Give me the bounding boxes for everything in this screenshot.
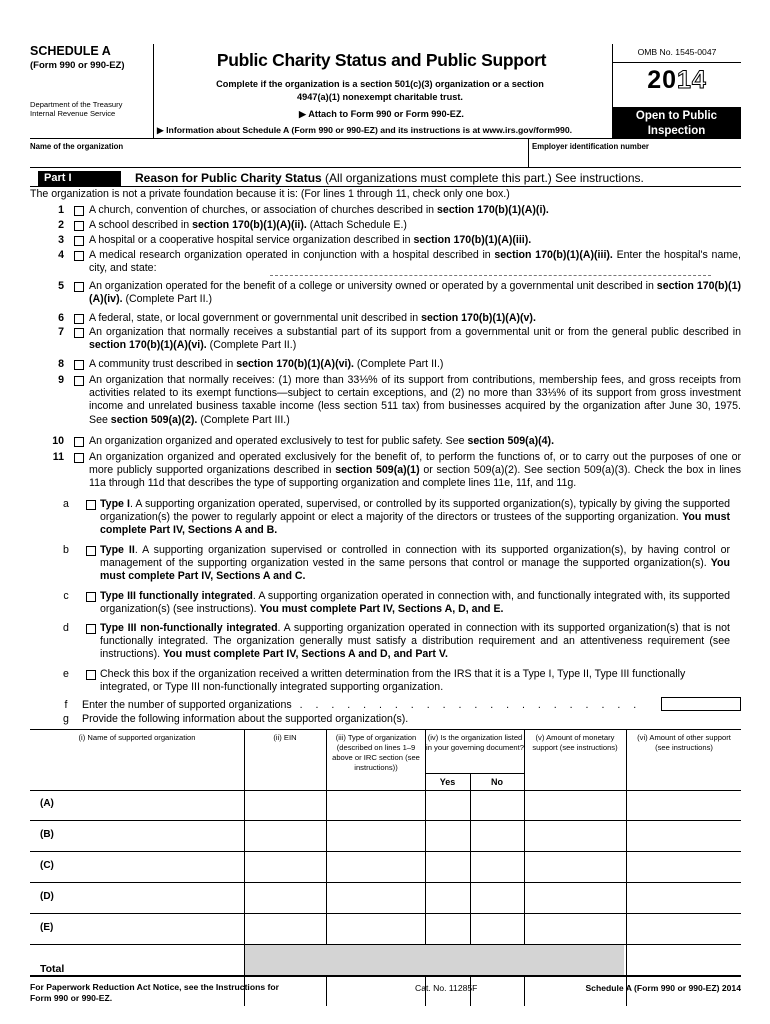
header-divider-right	[612, 44, 613, 108]
footer-form-id: Schedule A (Form 990 or 990-EZ) 2014	[585, 983, 741, 993]
line-11g	[30, 713, 741, 727]
line-9	[30, 374, 741, 428]
line-11a-letter: a	[63, 498, 69, 510]
open-line-1: Open to Public	[635, 110, 718, 122]
line-11b-text: Type II. A supporting organization supervised or controlled in connection with its supported organization(s), by having control or management of the supporting organization vested in the same persons that control or manage the supported organization(s). You must complete Part IV, Sections A and C.	[100, 544, 730, 583]
dept-line-1: Department of the Treasury	[30, 100, 123, 109]
form-reference: (Form 990 or 990-EZ)	[30, 60, 125, 71]
open-to-public-badge	[612, 107, 741, 139]
line-3-text: A hospital or a cooperative hospital service organization described in section 170(b)(1)(A)(iii).	[89, 234, 532, 246]
catalog-number: Cat. No. 11285F	[415, 983, 478, 993]
dept-line-2: Internal Revenue Service	[30, 109, 116, 118]
line-1	[30, 204, 741, 218]
line-8-text: A community trust described in section 170(b)(1)(A)(vi). (Complete Part II.)	[89, 358, 444, 370]
col-governing-header: (iv) Is the organization listed in your governing document?	[426, 733, 524, 752]
line-11e-letter: e	[63, 668, 69, 680]
schedule-header-left	[30, 44, 153, 118]
line-7	[30, 326, 741, 354]
info-instruction: ▶ Information about Schedule A (Form 990 or 990-EZ) and its instructions is at www.irs.gov/form990.	[157, 125, 573, 135]
attach-instruction: ▶ Attach to Form 990 or Form 990-EZ.	[299, 109, 464, 119]
line-11d	[30, 622, 741, 664]
year-prefix: 20	[647, 66, 677, 94]
col-ein-header: (ii) EIN	[273, 733, 297, 742]
line-5	[30, 280, 741, 308]
line-8-checkbox[interactable]	[74, 360, 84, 370]
part1-label: Part I	[38, 171, 121, 186]
line-9-checkbox[interactable]	[74, 376, 84, 386]
table-total-label: Total	[40, 963, 65, 975]
schedule-label: SCHEDULE A	[30, 44, 111, 58]
form-title: Public Charity Status and Public Support	[216, 50, 547, 70]
line-7-number: 7	[58, 326, 64, 338]
line-11d-letter: d	[63, 622, 69, 634]
name-ein-divider	[528, 138, 529, 167]
line-9-text: An organization that normally receives: (1) more than 33⅓% of its support from contributions, membership fees, and gross receipts from activities related to its exempt functions—subject to certain exceptions, and (2) no more than 33⅓% of its support from gross investment income and unrelated business taxable income (less section 511 tax) from businesses acquired by the organization after June 30, 1975. See section 509(a)(2). (Complete Part III.)	[89, 374, 741, 426]
table-bottom-rule	[30, 975, 741, 977]
line-11c-text: Type III functionally integrated. A supporting organization operated in connection with, and functionally integrated with, its supported organization(s) (see instructions). You must complete Part IV, Sections A, D, and E.	[100, 590, 730, 616]
line-1-text: A church, convention of churches, or association of churches described in section 170(b)(1)(A)(i).	[89, 204, 549, 216]
table-row-c-label: (C)	[40, 860, 54, 871]
line-11d-checkbox[interactable]	[86, 624, 96, 634]
omb-number: OMB No. 1545-0047	[637, 47, 717, 57]
line-11c-letter: c	[63, 590, 69, 602]
line-3-checkbox[interactable]	[74, 236, 84, 246]
tax-year	[614, 66, 740, 95]
line-8	[30, 358, 741, 372]
part1-header	[30, 171, 741, 186]
ein-label: Employer identification number	[532, 142, 649, 151]
line-8-number: 8	[58, 358, 64, 370]
department-label	[30, 100, 153, 118]
line-9-number: 9	[58, 374, 64, 386]
supported-orgs-count-input[interactable]	[661, 697, 741, 711]
line-2-number: 2	[58, 219, 64, 231]
line-3	[30, 234, 741, 248]
line-2-checkbox[interactable]	[74, 221, 84, 231]
line-10-text: An organization organized and operated exclusively to test for public safety. See section 509(a)(4).	[89, 435, 555, 447]
form-subtitle	[160, 78, 600, 104]
line-11c-checkbox[interactable]	[86, 592, 96, 602]
col-monetary-header: (v) Amount of monetary support (see instructions)	[532, 733, 618, 752]
total-shaded-cells	[245, 945, 624, 975]
line-11g-letter: g	[63, 713, 69, 725]
org-name-label: Name of the organization	[30, 142, 124, 151]
line-6-text: A federal, state, or local government or governmental unit described in section 170(b)(1)(A)(v).	[89, 312, 536, 324]
line-4-text: A medical research organization operated in conjunction with a hospital described in section 170(b)(1)(A)(iii). Enter the hospital's name, city, and state:	[89, 249, 741, 275]
col-no-header: No	[491, 777, 503, 787]
line-11d-text: Type III non-functionally integrated. A supporting organization operated in connection with its supported organization(s) that is not functionally integrated. The organization generally must satisfy a distribution requirement and an attentiveness requirement (see instructions). You must complete Part IV, Sections A and D, and Part V.	[100, 622, 730, 661]
supported-orgs-table	[30, 729, 741, 1006]
line-6-number: 6	[58, 312, 64, 324]
line-11a	[30, 498, 741, 540]
line-11e-text: Check this box if the organization received a written determination from the IRS that it is a Type I, Type II, Type III functionally integrated, or Type III non-functionally integrated supporting organization.	[100, 668, 686, 694]
omb-divider	[612, 62, 741, 63]
line-11-text: An organization organized and operated exclusively for the benefit of, to perform the functions of, or to carry out the purposes of one or more publicly supported organizations described in section 509(a)(1) or section 509(a)(2). See section 509(a)(3). Check the box in lines 11a through 11d that describes the type of supporting organization and complete lines 11e, 11f, and 11g.	[89, 451, 742, 490]
part1-title	[135, 171, 644, 186]
line-11-number: 11	[52, 451, 64, 463]
line-4-number: 4	[58, 249, 64, 261]
table-row-a-label: (A)	[40, 798, 54, 809]
table-row-e-label: (E)	[40, 922, 54, 933]
footer-left-line-1: For Paperwork Reduction Act Notice, see the Instructions for	[30, 982, 279, 992]
table-row-d-label: (D)	[40, 891, 54, 902]
line-3-number: 3	[58, 234, 64, 246]
subtitle-line-2: 4947(a)(1) nonexempt charitable trust.	[297, 92, 463, 102]
line-11f-letter: f	[64, 699, 68, 711]
line-5-text: An organization operated for the benefit of a college or university owned or operated by a governmental unit described in section 170(b)(1)(A)(iv). (Complete Part II.)	[89, 280, 741, 306]
footer-left-line-2: Form 990 or 990-EZ.	[30, 993, 113, 1003]
line-7-checkbox[interactable]	[74, 328, 84, 338]
line-11b	[30, 544, 741, 586]
line-10	[30, 435, 741, 449]
open-line-2: Inspection	[647, 125, 706, 137]
line-11c	[30, 590, 741, 618]
line-6	[30, 312, 741, 326]
line-5-checkbox[interactable]	[74, 282, 84, 292]
line-11f-text: Enter the number of supported organizations . . . . . . . . . . . . . . . . . . . . . .	[82, 699, 642, 711]
subtitle-line-1: Complete if the organization is a section 501(c)(3) organization or a section	[216, 79, 544, 89]
line-10-checkbox[interactable]	[74, 437, 84, 447]
line-11e-checkbox[interactable]	[86, 670, 96, 680]
line-11-checkbox[interactable]	[74, 453, 84, 463]
part1-intro: The organization is not a private foundation because it is: (For lines 1 through 11, check only one box.)	[30, 188, 510, 200]
col-yes-header: Yes	[439, 777, 456, 787]
col-type-header: (iii) Type of organization (described on lines 1–9 above or IRC section (see instructions))	[332, 733, 420, 772]
line-1-checkbox[interactable]	[74, 206, 84, 216]
line-10-number: 10	[52, 435, 64, 447]
line-2	[30, 219, 741, 233]
paperwork-notice	[30, 982, 360, 1004]
line-11e	[30, 668, 741, 696]
line-11b-checkbox[interactable]	[86, 546, 96, 556]
header-bottom-rule	[30, 138, 741, 139]
line-1-number: 1	[58, 204, 64, 216]
col-other-header: (vi) Amount of other support (see instructions)	[637, 733, 731, 752]
line-11a-text: Type I. A supporting organization operated, supervised, or controlled by its supported organization(s), typically by giving the supported organization(s) the power to regularly appoint or elect a majority of the directors or trustees of the supporting organization. You must complete Part IV, Sections A and B.	[100, 498, 731, 537]
part1-title-rest: (All organizations must complete this part.) See instructions.	[321, 171, 644, 185]
line-4	[30, 249, 741, 277]
col-name-header: (i) Name of supported organization	[78, 733, 196, 742]
line-11f	[30, 699, 741, 713]
line-11a-checkbox[interactable]	[86, 500, 96, 510]
line-7-text: An organization that normally receives a substantial part of its support from a governmental unit or from the general public described in section 170(b)(1)(A)(vi). (Complete Part II.)	[89, 326, 741, 352]
part1-title-bold: Reason for Public Charity Status	[135, 171, 322, 185]
line-11	[30, 451, 741, 493]
name-row-bottom-rule	[30, 167, 741, 168]
part1-header-rule	[30, 186, 741, 187]
line-2-text: A school described in section 170(b)(1)(A)(ii). (Attach Schedule E.)	[89, 219, 407, 231]
line-4-hospital-field[interactable]	[270, 275, 711, 277]
year-suffix: 14	[677, 66, 707, 94]
line-4-checkbox[interactable]	[74, 251, 84, 261]
line-5-number: 5	[58, 280, 64, 292]
line-11b-letter: b	[63, 544, 69, 556]
line-6-checkbox[interactable]	[74, 314, 84, 324]
table-row-b-label: (B)	[40, 829, 54, 840]
line-11g-text: Provide the following information about the supported organization(s).	[82, 713, 409, 725]
